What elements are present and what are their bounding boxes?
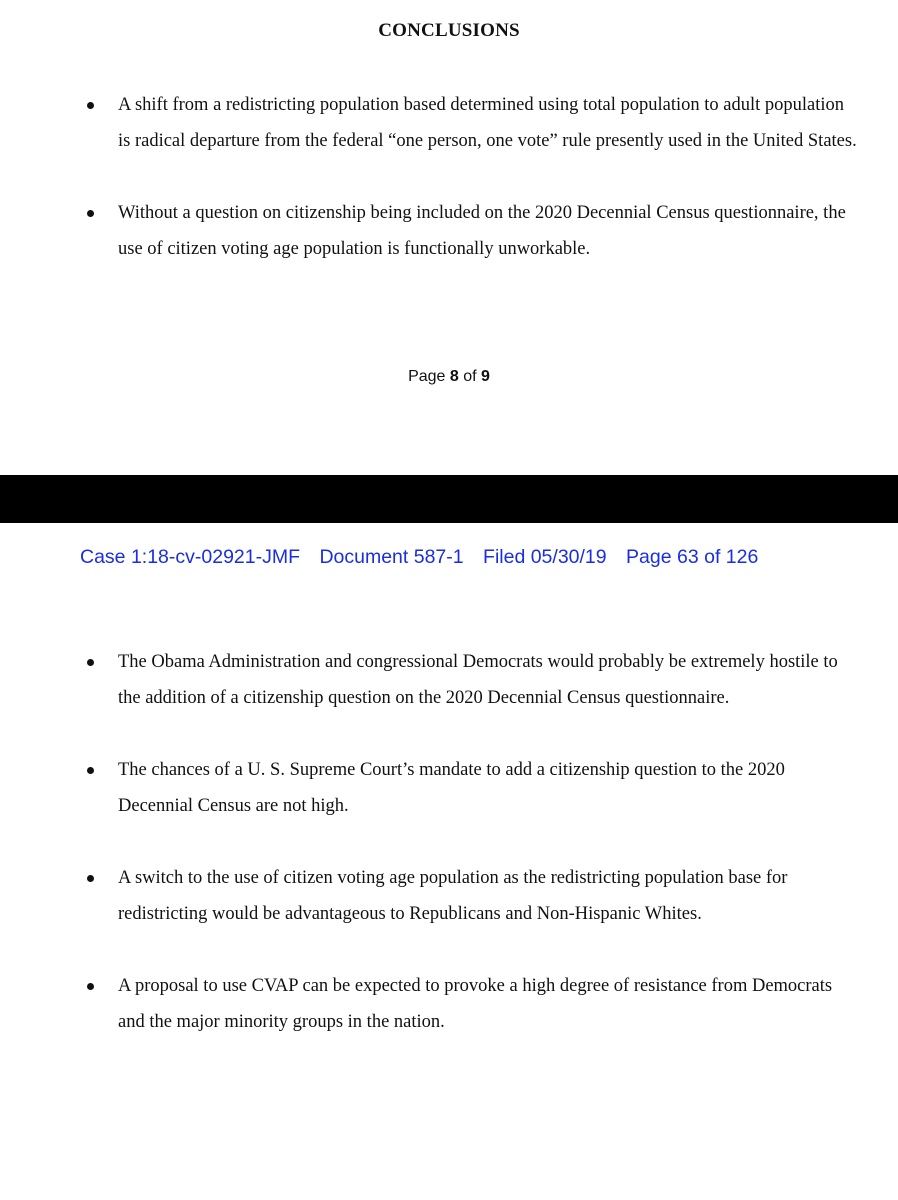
bullet-text: A switch to the use of citizen voting age population as the redistricting population base for redistricting would be advantageous to Republicans and Non-Hispanic Whites. (118, 868, 788, 924)
bullet-item (0, 968, 898, 1040)
bullet-icon (87, 659, 94, 666)
bullet-text: The Obama Administration and congressional Democrats would probably be extremely hostile to the addition of a citizenship question on the 2020 Decennial Census questionnaire. (118, 652, 838, 708)
page-number-current: 8 (449, 368, 459, 385)
bullet-item (0, 860, 898, 932)
document-page-upper (0, 0, 898, 475)
bullet-icon (87, 210, 94, 217)
bullet-item (0, 644, 898, 716)
filed-date: Filed 05/30/19 (483, 546, 607, 568)
bullet-text: Without a question on citizenship being included on the 2020 Decennial Census questionnaire, the use of citizen voting age population is functionally unworkable. (118, 203, 846, 259)
conclusions-heading: CONCLUSIONS (378, 20, 520, 41)
page-separator-bar (0, 475, 898, 523)
bullet-item (0, 752, 898, 824)
bullet-text: A shift from a redistricting population based determined using total population to adult population is radical departure from the federal “one person, one vote” rule presently used in the United States. (118, 95, 857, 151)
page-number-total: 9 (481, 368, 490, 385)
continued-bullet-list (0, 644, 898, 1040)
bullet-text: The chances of a U. S. Supreme Court’s mandate to add a citizenship question to the 2020 Decennial Census are not high. (118, 760, 785, 816)
bullet-item (0, 87, 898, 159)
court-filing-header (80, 546, 772, 569)
page-number-middle: of (458, 368, 482, 385)
bullet-icon (87, 102, 94, 109)
case-number: Case 1:18-cv-02921-JMF (80, 546, 301, 568)
page-number-prefix: Page (408, 368, 450, 385)
page-number (0, 368, 898, 386)
bullet-icon (87, 875, 94, 882)
conclusions-bullet-list (0, 87, 898, 267)
bullet-item (0, 195, 898, 267)
bullet-icon (87, 983, 94, 990)
bullet-text: A proposal to use CVAP can be expected to provoke a high degree of resistance from Democrats and the major minority groups in the nation. (118, 976, 833, 1032)
bullet-icon (87, 767, 94, 774)
document-number: Document 587-1 (319, 546, 464, 568)
filing-page-number: Page 63 of 126 (626, 546, 759, 568)
